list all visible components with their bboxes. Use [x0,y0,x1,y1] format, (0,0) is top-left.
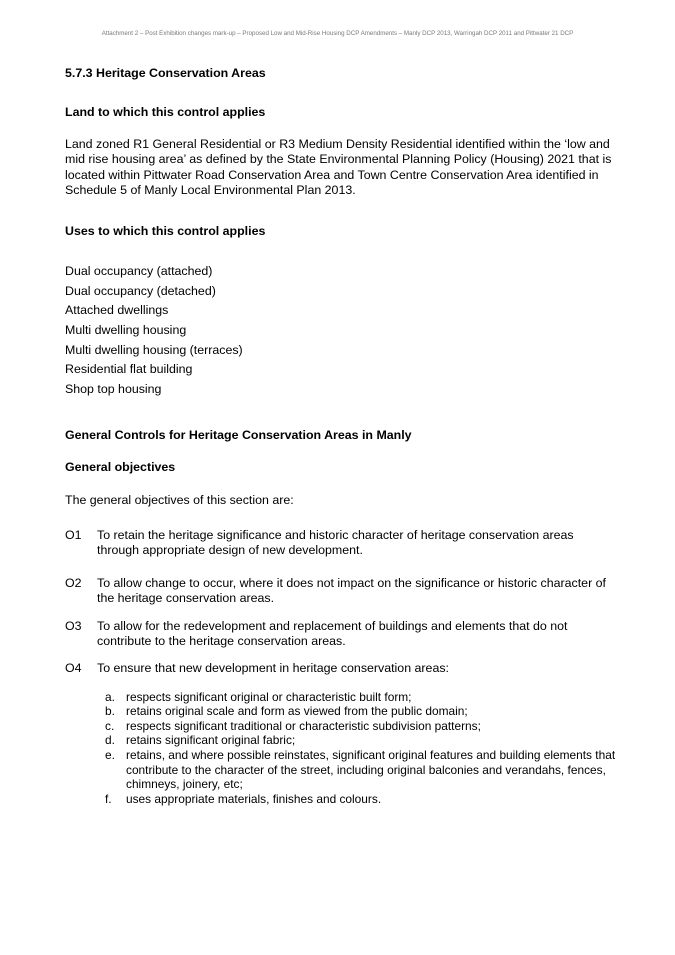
sub-item-letter: f. [105,792,112,806]
use-item: Dual occupancy (attached) [65,264,213,278]
sub-item-letter: e. [105,748,115,762]
objective-text: To retain the heritage significance and historic character of heritage conservation areas through appropriate design of new development. [97,528,574,557]
objective-text: To allow change to occur, where it does not impact on the significance or historic character of the heritage conservation areas. [97,576,606,605]
use-item: Dual occupancy (detached) [65,284,216,298]
objectives-heading: General objectives [65,460,176,474]
sub-item-text: retains original scale and form as viewed from the public domain; [126,704,468,718]
sub-item-letter: c. [105,719,115,733]
use-item: Shop top housing [65,382,162,396]
land-text: Land zoned R1 General Residential or R3 Medium Density Residential identified within the ‘low and mid rise housing area’ as defined by the State Environmental Planning Policy (Housing) 2021 that is located within Pittwater Road Conservation Area and Town Centre Conservation Area identified in Schedule 5 of Manly Local Environmental Plan 2013. [65,137,612,198]
sub-item-letter: d. [105,733,115,747]
objective-code: O4 [65,661,82,675]
land-heading: Land to which this control applies [65,105,266,119]
objective-code: O3 [65,619,82,633]
page-header: Attachment 2 – Post Exhibition changes mark-up – Proposed Low and Mid-Rise Housing DCP Amendments – Manly DCP 2013, Warringah DCP 2011 and Pittwater 21 DCP [101,30,574,37]
use-item: Multi dwelling housing (terraces) [65,343,243,357]
objective-text: To ensure that new development in heritage conservation areas: [97,661,449,675]
sub-item-text: respects significant traditional or characteristic subdivision patterns; [126,719,481,733]
use-item: Multi dwelling housing [65,323,187,337]
sub-item-letter: a. [105,690,115,704]
sub-item-text: retains significant original fabric; [126,733,296,747]
sub-item-text: respects significant original or characteristic built form; [126,690,412,704]
section-title: 5.7.3 Heritage Conservation Areas [65,66,266,80]
objective-text: To allow for the redevelopment and replacement of buildings and elements that do not contribute to the heritage conservation areas. [97,619,568,648]
objective-code: O1 [65,528,82,542]
objectives-intro: The general objectives of this section are: [65,493,294,507]
uses-heading: Uses to which this control applies [65,224,266,238]
sub-item-text: uses appropriate materials, finishes and colours. [126,792,382,806]
use-item: Residential flat building [65,362,193,376]
objective-code: O2 [65,576,82,590]
sub-item-letter: b. [105,704,115,718]
controls-heading: General Controls for Heritage Conservation Areas in Manly [65,428,412,442]
use-item: Attached dwellings [65,303,169,317]
sub-item-text: retains, and where possible reinstates, significant original features and building elements that contribute to the character of the street, including original balconies and verandahs, fences, chimneys, joinery, etc; [126,748,616,792]
